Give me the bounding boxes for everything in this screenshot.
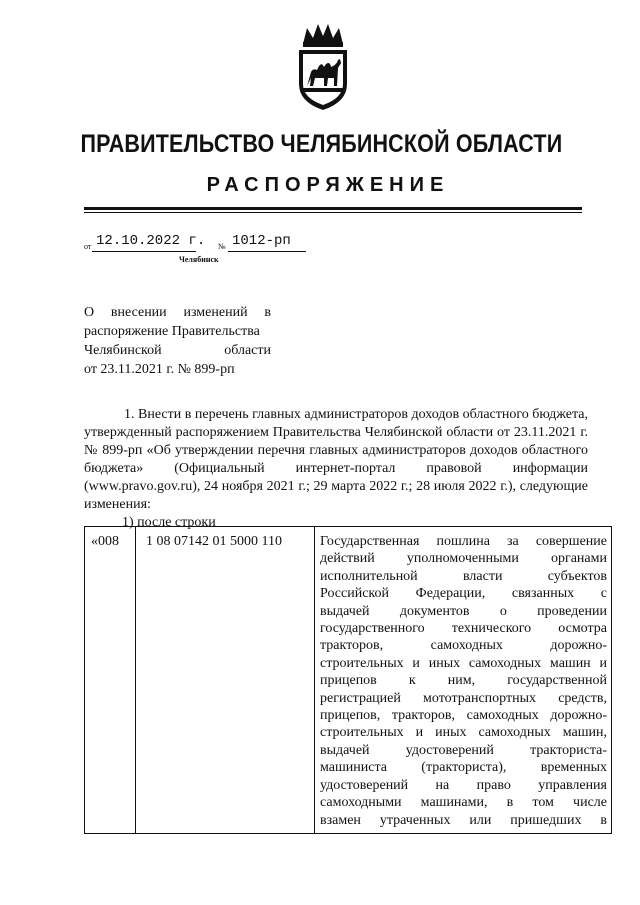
- description-line: удостоверений на право управления: [320, 777, 607, 793]
- description-line: исполнительной власти субъектов: [320, 568, 607, 584]
- document-body: [84, 406, 588, 532]
- kbk-code-cell: 1 08 07142 01 5000 110: [136, 527, 315, 834]
- table-row: [85, 527, 612, 834]
- subject-line: от 23.11.2021 г. № 899-рп: [84, 362, 235, 377]
- description-line: тракторов, самоходных дорожно-: [320, 638, 607, 654]
- description-line: государственного технического осмотра: [320, 621, 607, 637]
- description-line: машиниста (тракториста), временных: [320, 760, 607, 776]
- admin-code-cell: «008: [85, 527, 136, 834]
- city-name: Челябинск: [179, 255, 219, 264]
- document-date: 12.10.2022 г.: [96, 233, 206, 249]
- description-line: регистрацией мототранспортных средств,: [320, 690, 607, 706]
- header-rule-thick: [84, 207, 582, 210]
- document-number: 1012-рп: [232, 233, 291, 249]
- description-line: строительных и иных самоходных машин и: [320, 655, 607, 671]
- header-rule-thin: [84, 212, 582, 213]
- coat-of-arms-emblem: [293, 22, 353, 112]
- description-line: прицепов к ним, государственной: [320, 673, 607, 689]
- body-item: 1) после строки: [122, 515, 216, 530]
- subject-line: Челябинской области: [84, 343, 271, 358]
- subject-line: распоряжение Правительства: [84, 324, 260, 339]
- date-prefix: от: [84, 242, 92, 251]
- subject-line: О внесении изменений в: [84, 305, 271, 320]
- document-subject: [84, 303, 271, 379]
- government-title: ПРАВИТЕЛЬСТВО ЧЕЛЯБИНСКОЙ ОБЛАСТИ: [80, 130, 563, 158]
- description-line: строительных и иных самоходных машин,: [320, 725, 607, 741]
- document-type: РАСПОРЯЖЕНИЕ: [206, 174, 450, 196]
- description-line: взамен утраченных или пришедших в: [320, 812, 607, 828]
- amendment-table: [84, 526, 612, 834]
- description-line: выдачей документов о проведении: [320, 603, 607, 619]
- description-line: Российской Федерации, связанных с: [320, 586, 607, 602]
- description-cell: [315, 527, 612, 834]
- description-line: действий уполномоченными органами: [320, 551, 607, 567]
- description-line: самоходными машинами, в том числе: [320, 795, 607, 811]
- body-paragraph: 1. Внести в перечень главных администраторов доходов областного бюджета, утвержденный распоряжением Правительства Челябинской области от 23.11.2021 г. № 899-рп «Об утверждении перечня главных администраторов доходов областного бюджета» (Официальный интернет-портал правовой информации (www.pravo.gov.ru), 24 ноября 2021 г.; 29 марта 2022 г.; 28 июля 2022 г.), следующие изменения:: [84, 407, 588, 512]
- number-prefix: №: [218, 242, 226, 251]
- description-line: Государственная пошлина за совершение: [320, 534, 607, 549]
- date-underline: [92, 251, 196, 252]
- description-line: прицепов, тракторов, самоходных дорожно-: [320, 708, 607, 724]
- description-line: выдачей удостоверений тракториста-: [320, 742, 607, 758]
- number-underline: [228, 251, 306, 252]
